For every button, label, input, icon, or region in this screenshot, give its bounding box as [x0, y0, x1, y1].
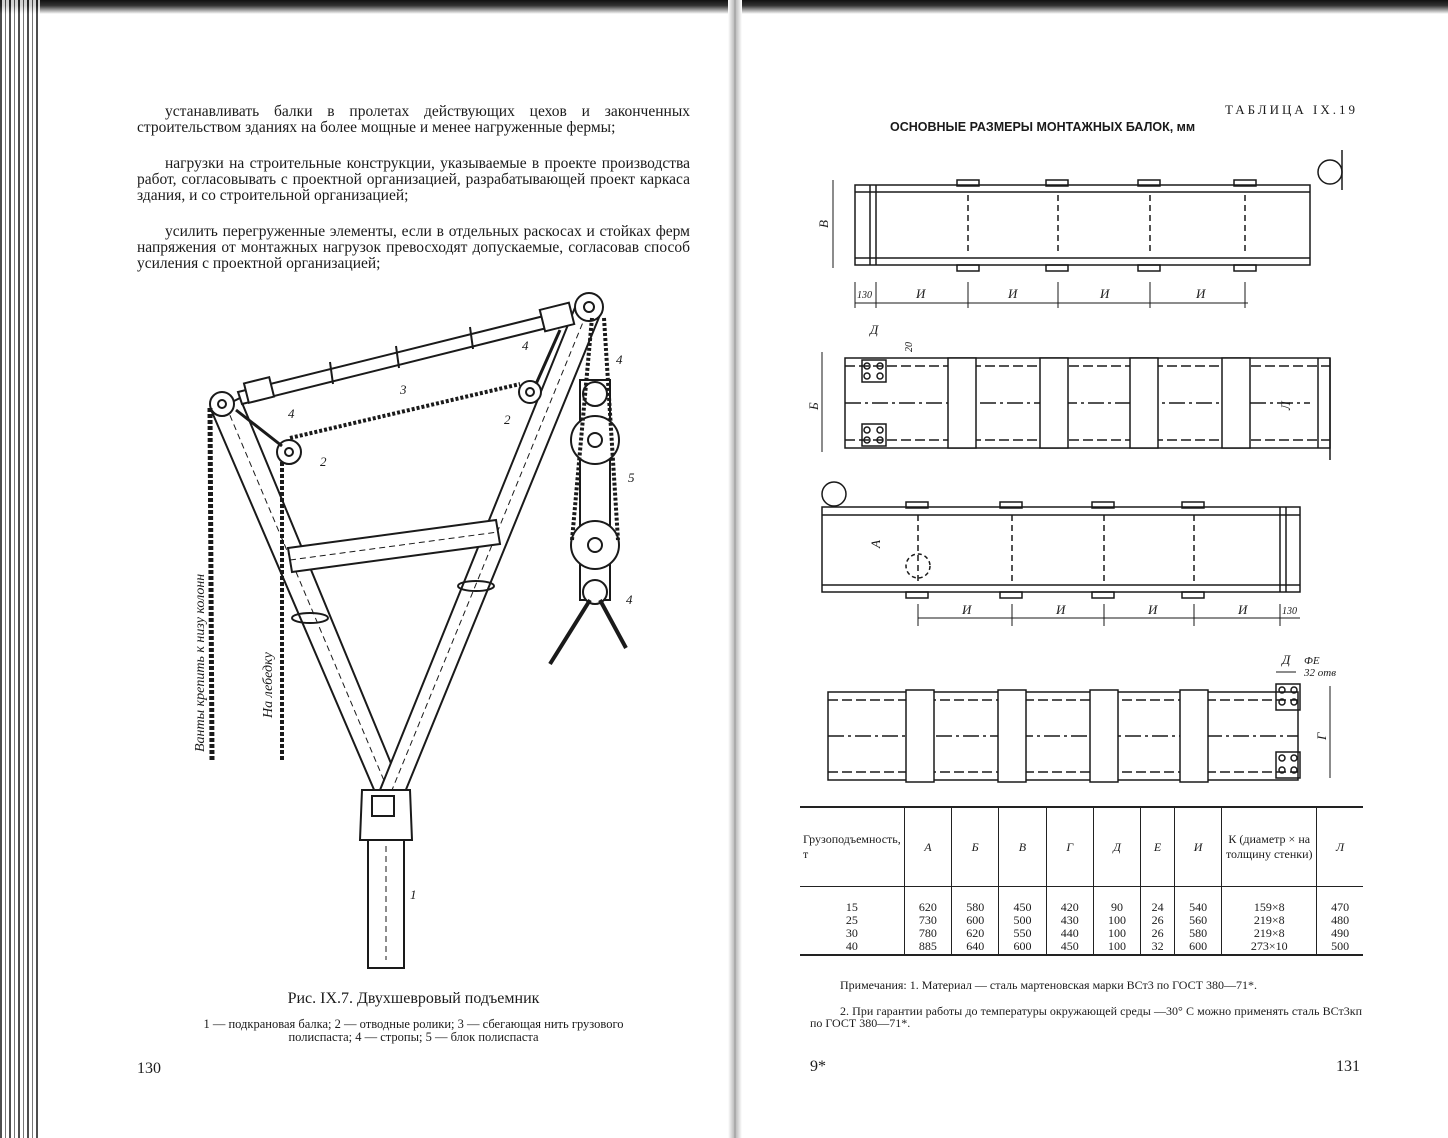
table-header-row — [800, 807, 1363, 887]
dim-i-5: И — [962, 602, 972, 617]
table-cell: 25 — [845, 913, 858, 927]
table-cell: 100 — [1108, 939, 1127, 953]
table-cell: 24 — [1151, 900, 1164, 914]
dim-i-2: И — [1008, 286, 1018, 301]
table-cell: 219×8 — [1253, 913, 1285, 927]
table-note-1: Примечания: 1. Материал — сталь мартеновская марки ВСт3 по ГОСТ 380—71*. — [840, 978, 1257, 992]
col-a — [904, 887, 951, 956]
table-cell: 580 — [1189, 926, 1208, 940]
table-cell: 580 — [966, 900, 985, 914]
table-cell: 560 — [1189, 913, 1208, 927]
table-cell: 450 — [1013, 900, 1032, 914]
dim-phi-e: ФЕ — [1304, 655, 1320, 667]
label-guy-ropes: Ванты крепить к низу колонн — [193, 573, 208, 752]
label-1: 1 — [410, 887, 417, 902]
label-4d: 4 — [626, 592, 633, 607]
dim-i-1: И — [916, 286, 926, 301]
header-k: К (диаметр × на толщину стенки) — [1222, 807, 1317, 887]
header-g: Г — [1046, 807, 1093, 887]
label-2b: 2 — [504, 412, 511, 427]
table-cell: 420 — [1060, 900, 1079, 914]
dim-130-b: 130 — [1282, 606, 1297, 617]
col-v — [999, 887, 1046, 956]
paragraph-2: нагрузки на строительные конструкции, указываемые в проекте производства работ, согласовывать с проектной организацией, разрабатывающей проект каркаса здания, и со строительной организацией; — [137, 155, 690, 204]
table-cell: 620 — [966, 926, 985, 940]
dim-v: В — [816, 220, 831, 228]
dim-i-7: И — [1148, 602, 1158, 617]
table-cell: 100 — [1108, 926, 1127, 940]
paragraph-1: устанавливать балки в пролетах действующих цехов и законченных строительством зданиях на более мощные и менее нагруженные фермы; — [137, 103, 690, 136]
table-cell: 430 — [1060, 913, 1079, 927]
table-cell: 540 — [1189, 900, 1208, 914]
dim-d-2: Д — [1282, 652, 1291, 667]
table-cell: 30 — [845, 926, 858, 940]
paragraph-3: усилить перегруженные элементы, если в отдельных раскосах и стойках ферм напряжения от монтажных нагрузок превосходят допускаемые, согласовав способ усиления с проектной организацией; — [137, 223, 690, 272]
col-d — [1093, 887, 1140, 956]
label-2a: 2 — [320, 454, 327, 469]
col-e — [1141, 887, 1175, 956]
header-e: Е — [1141, 807, 1175, 887]
signature-mark: 9* — [810, 1058, 826, 1075]
table-title: ОСНОВНЫЕ РАЗМЕРЫ МОНТАЖНЫХ БАЛОК, мм — [890, 120, 1196, 134]
table-cell: 600 — [1189, 939, 1208, 953]
figure-caption: Рис. IX.7. Двухшевровый подъемник — [287, 990, 540, 1007]
table-cell: 640 — [966, 939, 985, 953]
table-cell: 885 — [918, 939, 937, 953]
col-l — [1317, 887, 1363, 956]
dim-d-1: Д — [870, 322, 879, 337]
table-cell: 780 — [918, 926, 937, 940]
table-cell: 600 — [966, 913, 985, 927]
table-cell: 500 — [1013, 913, 1032, 927]
dim-b: Б — [806, 402, 821, 410]
header-l: Л — [1317, 807, 1363, 887]
label-4b: 4 — [522, 338, 529, 353]
table-cell: 40 — [845, 939, 858, 953]
table-cell: 26 — [1151, 913, 1164, 927]
table-cell: 26 — [1151, 926, 1164, 940]
label-3: 3 — [400, 382, 407, 397]
dim-l: Л — [1278, 401, 1293, 410]
header-v: В — [999, 807, 1046, 887]
beam-dimensions-table — [800, 806, 1363, 956]
header-a: А — [904, 807, 951, 887]
col-b — [952, 887, 999, 956]
table-label: ТАБЛИЦА IX.19 — [1224, 102, 1358, 117]
col-capacity — [800, 887, 904, 956]
right-page-number: 131 — [1336, 1058, 1360, 1075]
label-to-winch: На лебедку — [261, 652, 276, 718]
table-cell: 500 — [1331, 939, 1350, 953]
table-cell: 159×8 — [1253, 900, 1285, 914]
beam-elevation-3 — [822, 507, 1300, 592]
col-k — [1222, 887, 1317, 956]
table-cell: 440 — [1060, 926, 1079, 940]
figure-legend-line-1: 1 — подкрановая балка; 2 — отводные ролики; 3 — сбегающая нить грузового — [203, 1017, 624, 1031]
header-i: И — [1174, 807, 1221, 887]
dim-130-a: 130 — [857, 290, 872, 301]
table-cell: 470 — [1331, 900, 1350, 914]
dim-i-8: И — [1238, 602, 1248, 617]
beam-elevation-1 — [855, 185, 1310, 265]
table-cell: 32 — [1151, 939, 1164, 953]
table-body-row — [800, 887, 1363, 956]
dim-i-3: И — [1100, 286, 1110, 301]
table-note-2: 2. При гарантии работы до температуры окружающей среды —30° С можно применять сталь ВСт3кп по ГОСТ 380—71*. — [810, 1004, 1362, 1030]
table-cell: 550 — [1013, 926, 1032, 940]
table-cell: 600 — [1013, 939, 1032, 953]
header-d: Д — [1093, 807, 1140, 887]
col-i — [1174, 887, 1221, 956]
table-cell: 480 — [1331, 913, 1350, 927]
dim-holes: 32 отв — [1304, 667, 1336, 679]
table-cell: 620 — [918, 900, 937, 914]
col-g — [1046, 887, 1093, 956]
dim-g: Г — [1314, 732, 1329, 740]
figure-legend-line-2: полиспаста; 4 — стропы; 5 — блок полиспаста — [288, 1030, 539, 1044]
header-b: Б — [952, 807, 999, 887]
table-cell: 730 — [918, 913, 937, 927]
label-4c: 4 — [616, 352, 623, 367]
table-cell: 90 — [1111, 900, 1124, 914]
dim-20: 20 — [904, 342, 915, 352]
table-cell: 15 — [845, 900, 858, 914]
label-5: 5 — [628, 470, 635, 485]
dim-i-6: И — [1056, 602, 1066, 617]
table-cell: 273×10 — [1250, 939, 1288, 953]
header-capacity: Грузоподъемность, т — [800, 807, 904, 887]
label-4a: 4 — [288, 406, 295, 421]
table-cell: 490 — [1331, 926, 1350, 940]
left-page-number: 130 — [137, 1060, 161, 1077]
dim-i-4: И — [1196, 286, 1206, 301]
table-cell: 219×8 — [1253, 926, 1285, 940]
dim-a: А — [868, 540, 883, 548]
table-cell: 100 — [1108, 913, 1127, 927]
table-cell: 450 — [1060, 939, 1079, 953]
